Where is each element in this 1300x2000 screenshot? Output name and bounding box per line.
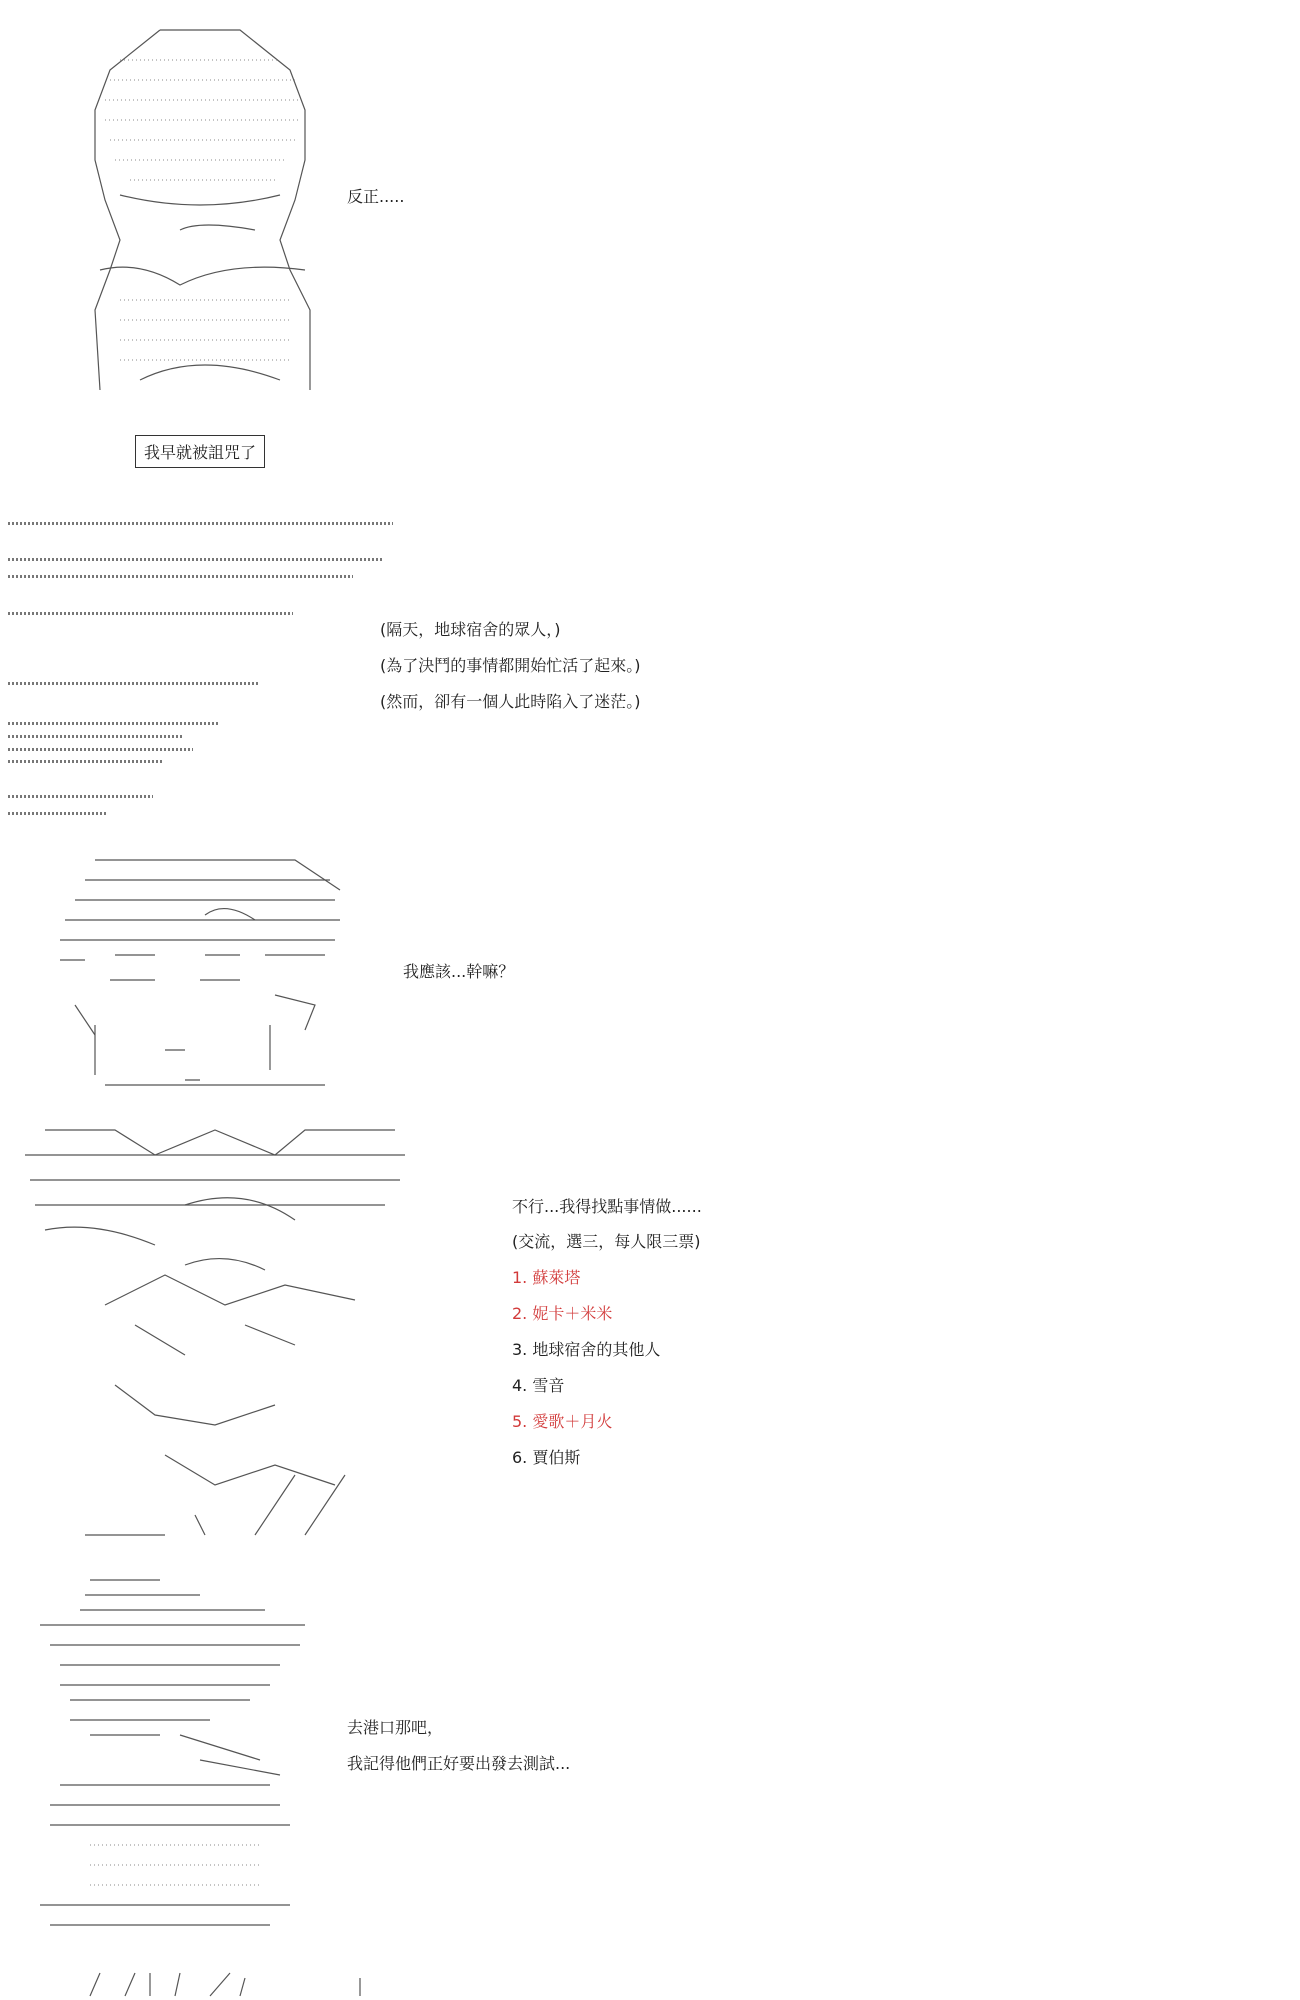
- vote-option-1: 1. 蘇萊塔: [512, 1268, 581, 1287]
- noise-line: [8, 575, 353, 578]
- speech-text-4b: 我記得他們正好要出發去測試...: [347, 1754, 571, 1773]
- speech-text-1: 反正.....: [347, 187, 405, 206]
- noise-line: [8, 735, 183, 738]
- noise-line: [8, 760, 163, 763]
- ascii-art-character-3: [15, 1125, 425, 1545]
- noise-line: [8, 795, 153, 798]
- noise-line: [8, 522, 393, 525]
- ascii-art-character-1: [80, 20, 320, 390]
- vote-option-5: 5. 愛歌＋月火: [512, 1412, 613, 1431]
- speech-text-4a: 去港口那吧，: [347, 1718, 444, 1737]
- ascii-art-character-4: [30, 1575, 310, 1940]
- noise-line: [8, 722, 218, 725]
- noise-line: [8, 748, 193, 751]
- ascii-art-fragment-bottom: [80, 1968, 380, 1998]
- ascii-art-character-2: [55, 855, 345, 1095]
- noise-line: [8, 682, 258, 685]
- narration-line-1: (隔天，地球宿舍的眾人，): [380, 620, 561, 639]
- noise-line: [8, 558, 383, 561]
- vote-option-2: 2. 妮卡＋米米: [512, 1304, 613, 1323]
- noise-line: [8, 612, 293, 615]
- speech-text-3: 不行...我得找點事情做......: [512, 1197, 702, 1216]
- vote-option-6: 6. 賈伯斯: [512, 1448, 581, 1467]
- speech-text-2: 我應該...幹嘛？: [403, 962, 515, 981]
- vote-option-4: 4. 雪音: [512, 1376, 565, 1395]
- caption-box: 我早就被詛咒了: [135, 435, 265, 468]
- vote-header: (交流，選三，每人限三票): [512, 1232, 701, 1251]
- noise-line: [8, 812, 108, 815]
- vote-option-3: 3. 地球宿舍的其他人: [512, 1340, 661, 1359]
- narration-line-3: (然而，卻有一個人此時陷入了迷茫。): [380, 692, 641, 711]
- narration-line-2: (為了決鬥的事情都開始忙活了起來。): [380, 656, 641, 675]
